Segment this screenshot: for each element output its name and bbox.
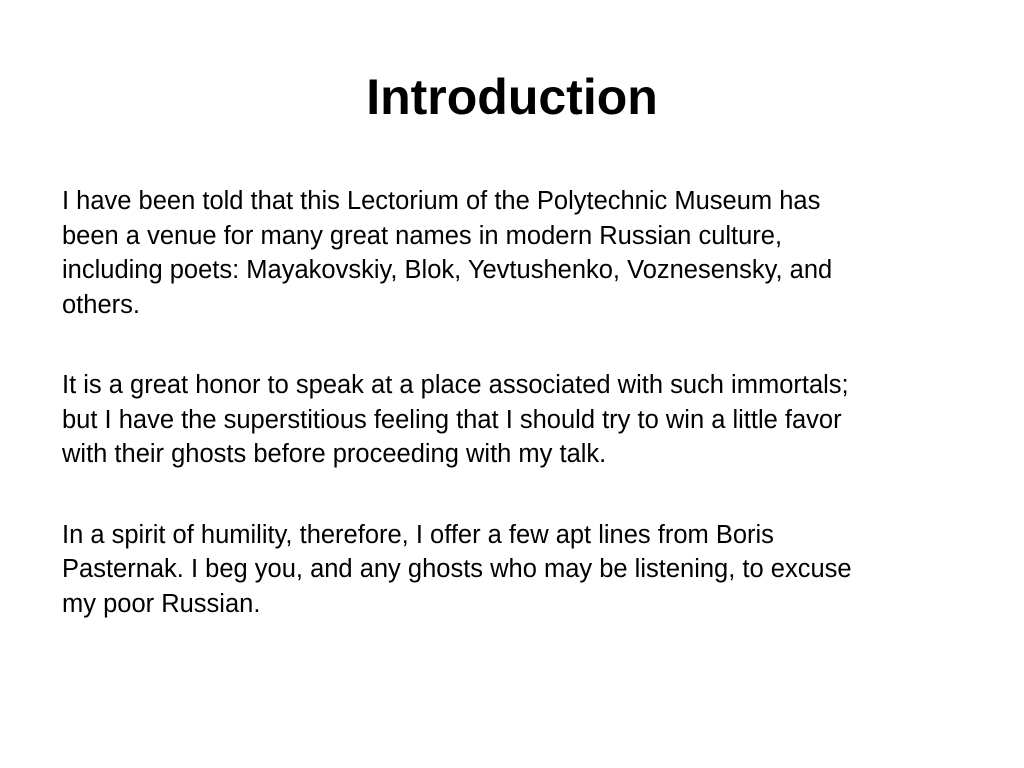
slide-title: Introduction [366, 69, 658, 125]
paragraph-2: It is a great honor to speak at a place associated with such immortals; but I have the superstitious feeling that I should try to win a little favor with their ghosts before proceeding with my talk. [62, 371, 849, 468]
paragraph-1: I have been told that this Lectorium of the Polytechnic Museum has been a venue for many great names in modern Russian culture, including poets: Mayakovskiy, Blok, Yevtushenko, Voznesensky, and others. [62, 187, 833, 319]
paragraph-3: In a spirit of humility, therefore, I offer a few apt lines from Boris Pasternak. I beg you, and any ghosts who may be listening, to excuse my poor Russian. [62, 520, 852, 618]
slide-body [62, 184, 992, 667]
